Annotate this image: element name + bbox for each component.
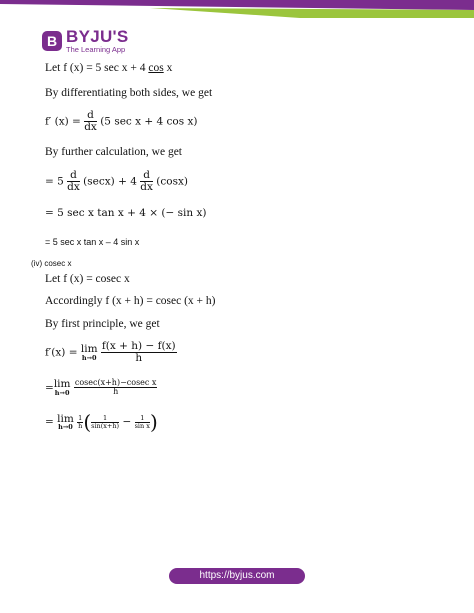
reciprocal-sin-x-h	[91, 415, 119, 430]
dx-denominator: dx	[84, 121, 97, 134]
reciprocal-numerator-2: 1	[135, 415, 150, 423]
f-prime-lhs-2: f′(x) =	[45, 346, 81, 359]
limit-operator-3	[57, 414, 74, 431]
minus-sign: −	[119, 416, 135, 428]
cosec-limit-line	[45, 379, 157, 397]
accordingly-line: Accordingly f (x + h) = cosec (x + h)	[45, 295, 216, 307]
let-f-line	[45, 62, 172, 74]
byjus-logo	[42, 28, 129, 54]
first-principle-line: By first principle, we get	[45, 318, 160, 330]
equals-sign-2: =	[45, 416, 58, 428]
dx-denominator-1: dx	[67, 181, 80, 194]
d-dx-fraction-1	[67, 170, 80, 193]
limit-definition	[45, 341, 177, 364]
header-band-graphic	[0, 0, 474, 18]
cosx-term: (cosx)	[156, 175, 188, 188]
let-f-text: Let f (x) = 5 sec x + 4	[45, 62, 149, 74]
lim-word-3: lim	[57, 412, 74, 425]
cosec-denominator: h	[113, 387, 119, 397]
limit-operator	[81, 344, 98, 361]
result-step-line: = 5 sec x tan x + 4 × (− sin x)	[45, 207, 207, 219]
derivative-equation	[45, 110, 198, 133]
result-final-line: = 5 sec x tan x – 4 sin x	[45, 237, 140, 247]
logo-name: BYJU'S	[66, 27, 129, 46]
reciprocal-sin-x	[135, 415, 150, 430]
difference-numerator: f(x + h) − f(x)	[101, 340, 176, 352]
reciprocal-numerator-1: 1	[91, 415, 119, 423]
lim-word: lim	[80, 343, 98, 356]
limit-operator-2	[54, 379, 71, 396]
dx-denominator-2: dx	[140, 181, 153, 194]
let-cosec-line: Let f (x) = cosec x	[45, 273, 130, 285]
d-numerator: d	[84, 110, 97, 122]
d-numerator-1: d	[67, 170, 80, 182]
right-paren: )	[149, 410, 158, 434]
website-link[interactable]: https://byjus.com	[169, 568, 305, 584]
lim-word-2: lim	[53, 378, 71, 391]
sine-limit-line	[45, 412, 158, 432]
let-f-x: x	[163, 62, 173, 74]
left-paren: (	[83, 410, 92, 434]
equals-sign: =	[45, 381, 54, 394]
d-dx-fraction-2	[140, 170, 153, 193]
sin-x-h-denominator: sin(x+h)	[91, 421, 120, 430]
lim-subscript-3: h→0	[58, 423, 73, 431]
derivative-rhs: (5 sec x + 4 cos x)	[100, 115, 198, 128]
difference-denominator: h	[135, 352, 143, 365]
d-dx-fraction	[84, 110, 97, 133]
f-prime-lhs: f′ (x) =	[45, 115, 85, 128]
cos-underlined: cos	[148, 62, 164, 74]
logo-tagline: The Learning App	[66, 45, 126, 54]
part-iv-heading: (iv) cosec x	[31, 259, 72, 268]
differentiating-line: By differentiating both sides, we get	[45, 87, 213, 99]
cosec-numerator: cosec(x+h)−cosec x	[74, 378, 157, 387]
further-calc-line: By further calculation, we get	[45, 146, 182, 158]
coef-5: = 5	[45, 175, 64, 188]
h-denominator: h	[78, 421, 83, 430]
header-color-band	[0, 0, 474, 18]
one-numerator: 1	[78, 413, 83, 422]
d-numerator-2: d	[140, 170, 153, 182]
sin-x-denominator: sin x	[134, 421, 150, 430]
difference-quotient	[101, 341, 177, 364]
cosec-quotient	[74, 379, 158, 397]
logo-icon: B	[42, 31, 62, 51]
expansion-equation	[45, 170, 188, 193]
lim-subscript-2: h→0	[54, 388, 70, 397]
secx-term: (secx) + 4	[83, 175, 137, 188]
lim-subscript: h→0	[81, 353, 97, 362]
